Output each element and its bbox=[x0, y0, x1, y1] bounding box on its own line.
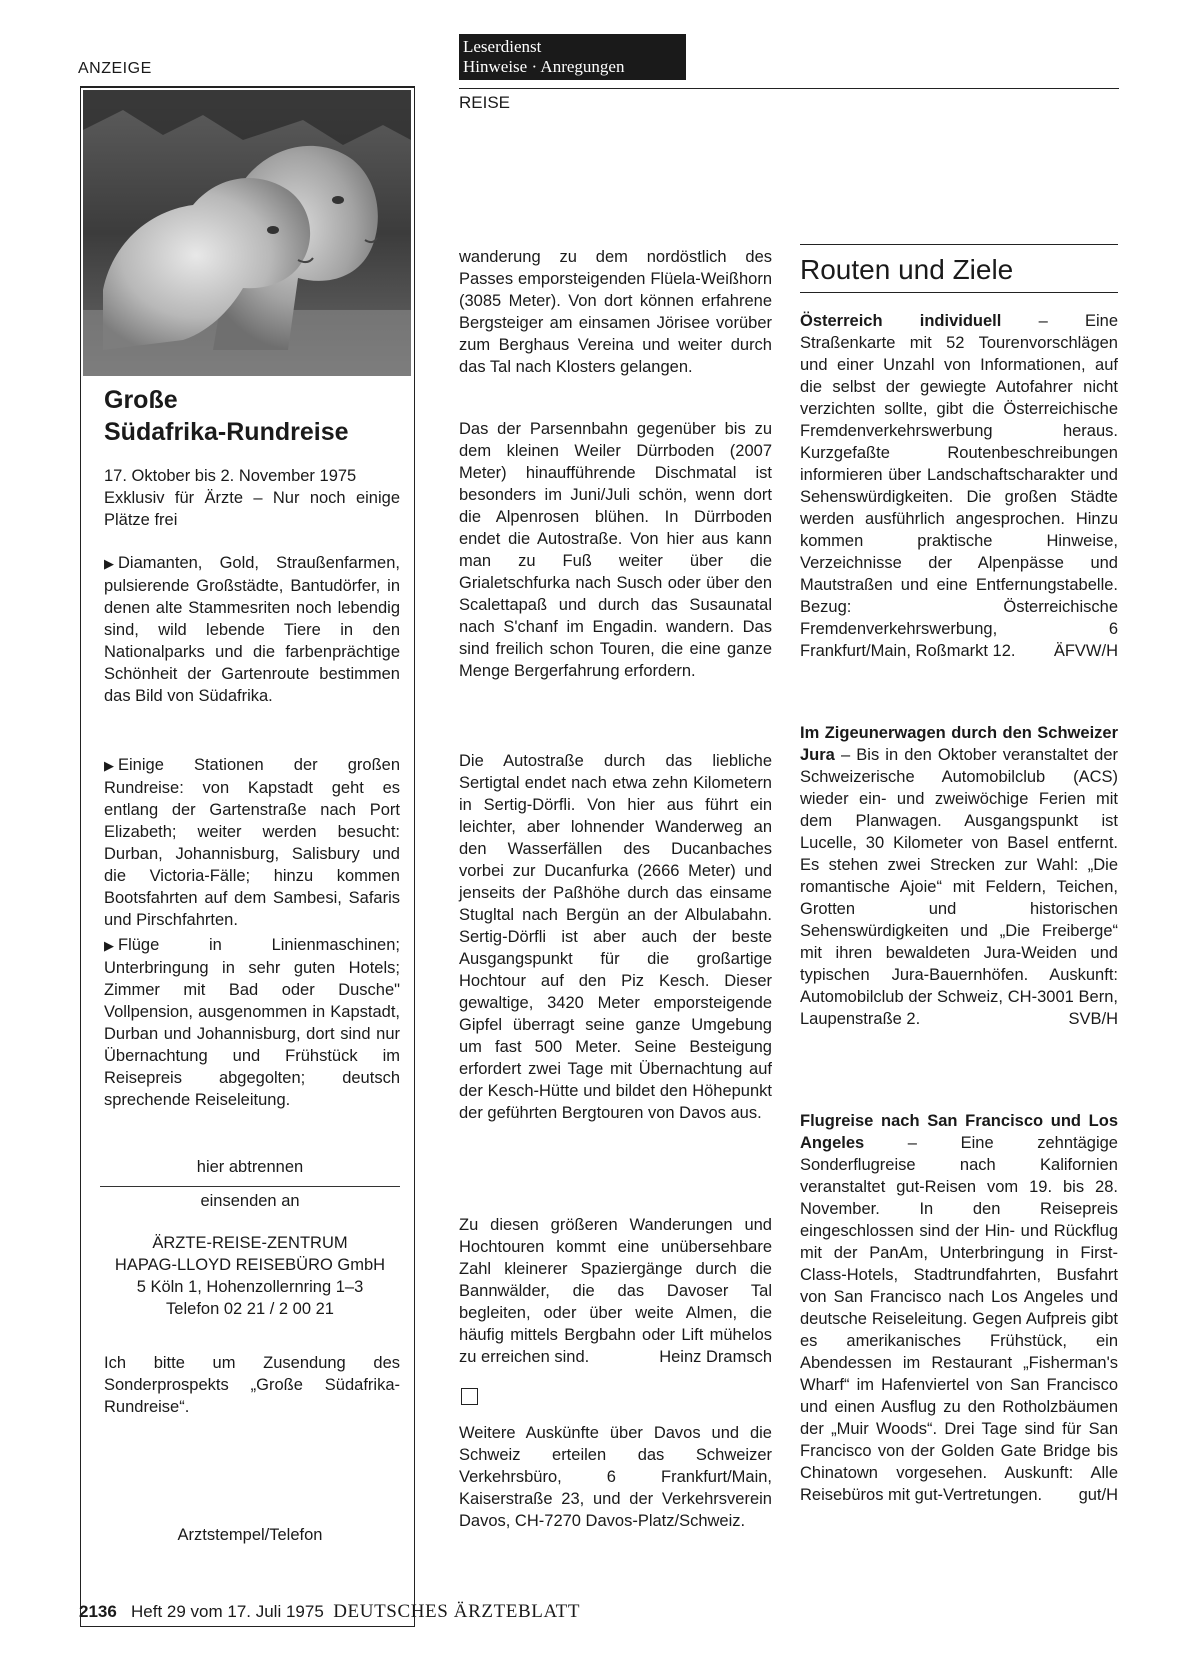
leserdienst-line2: Hinweise · Anregungen bbox=[463, 57, 625, 76]
leserdienst-line1: Leserdienst bbox=[463, 37, 542, 56]
ad-dates: 17. Oktober bis 2. November 1975 bbox=[104, 467, 357, 485]
route-item-heading: Im Zigeunerwagen durch den Schweizer Jura bbox=[800, 724, 1118, 764]
ad-bullet-2: ▶ Einige Stationen der großen Rundreise: von Kapstadt geht es entlang der Gartenstraße nach Port Elizabeth; weiter werden besucht: Durban, Johannisburg, Salisbury und die Victoria-Fälle; hinzu kommen Bootsfahrten auf dem Sambesi, Safaris und Pirschfahrten. bbox=[104, 756, 400, 929]
bullet-arrow-icon: ▶ bbox=[104, 556, 114, 571]
routes-bottom-rule bbox=[800, 292, 1118, 293]
route-item-austria: Österreich individuell – Eine Straßenkarte mit 52 Tourenvorschlägen und einer Unzahl von Informationen, auf die selbst der gewiegte Autofahrer nicht verzichten sollte, gibt die Österreichische Fremdenverkehrswerbung heraus. Kurzgefaßte Routenbeschreibungen informieren über Landschaftscharakter und Sehenswürdigkeiten. Die großen Städte werden ausführlich angesprochen. Hinzu kommen praktische Hinweise, Verzeichnisse der Alpenpässe und Mautstraßen und eine Entfernungstabelle. Bezug: Österreichische Fremdenverkehrswerbung, 6 Frankfurt/Main, Roßmarkt 12. ÄFVW/H bbox=[800, 312, 1118, 660]
route-item-signature: SVB/H bbox=[1068, 1010, 1118, 1028]
ad-bullet-3: ▶ Flüge in Linienmaschinen; Unterbringung in sehr guten Hotels; Zimmer mit Bad oder Dusche" Vollpension, ausgenommen in Kapstadt, Durban und Johannisburg, dort sind nur Übernachtung und Frühstück im Reisepreis abgegolten; deutsch sprechende Reiseleitung. bbox=[104, 936, 400, 1109]
ad-address: ÄRZTE-REISE-ZENTRUM HAPAG-LLOYD REISEBÜRO GmbH 5 Köln 1, Hohenzollernring 1–3 Telefon 02 21 / 2 00 21 bbox=[114, 1234, 386, 1318]
stamp-label: Arztstempel/Telefon bbox=[177, 1526, 323, 1544]
route-item-california: Flugreise nach San Francisco und Los Angeles – Eine zehntägige Sonderflugreise nach Kalifornien veranstaltet gut-Reisen vom 19. bis 28. November. In den Reisepreis eingeschlossen sind der Hin- und Rückflug mit der PanAm, Unterbringung in First-Class-Hotels, Stadtrundfahrten, Busfahrt von San Francisco nach Los Angeles und deutsche Reiseleitung. Gegen Aufpreis gibt es amerikanisches Frühstück, ein Abendessen im Restaurant „Fisherman's Wharf“ im Hafenviertel von San Francisco und einen Ausflug zu den Rotholzbäumen der „Muir Woods“. Drei Tage sind für San Francisco von der Golden Gate Bridge bis Chinatown vorgesehen. Auskunft: Alle Reisebüros mit gut-Vertretungen. gut/H bbox=[800, 1112, 1118, 1504]
route-item-signature: gut/H bbox=[1078, 1486, 1118, 1504]
page-footer bbox=[79, 1601, 580, 1623]
cut-line bbox=[100, 1186, 400, 1187]
anzeige-label: ANZEIGE bbox=[78, 60, 152, 77]
ad-bullet-1: ▶ Diamanten, Gold, Straußenfarmen, pulsierende Großstädte, Bantudörfer, in denen alte Stammesriten noch lebendig sind, wild lebende Tiere in den Nationalparks und die farbenprächtige Schönheit der Gartenroute bestimmen das Bild von Südafrika. bbox=[104, 554, 400, 705]
section-rule bbox=[459, 88, 1119, 89]
article-para-5: Weitere Auskünfte über Davos und die Schweiz erteilen das Schweizer Verkehrsbüro, 6 Frankfurt/Main, Kaiserstraße 23, und der Verkehrsverein Davos, CH-7270 Davos-Platz/Schweiz. bbox=[459, 1424, 772, 1530]
article-para-3: Die Autostraße durch das liebliche Sertigtal endet nach etwa zehn Kilometern in Sertig-Dörfli. Von hier aus führt ein leichter, aber lohnender Wanderweg an den Wasserfällen des Ducanbaches vorbei zur Ducanfurka (2666 Meter) und jenseits der Paßhöhe durch das einsame Stugltal nach Bergün an der Albulabahn. Sertig-Dörfli ist aber auch der beste Ausgangspunkt für die großartige Hochtour auf den Piz Kesch. Dieser gewaltige, 3420 Meter emporsteigende Gipfel überragt seine ganze Umgebung um fast 500 Meter. Seine Besteigung erfordert zwei Tage mit Übernachtung auf der Kesch-Hütte und bildet den Höhepunkt der geführten Bergtouren von Davos aus. bbox=[459, 752, 772, 1122]
route-item-heading: Österreich individuell bbox=[800, 312, 1002, 330]
leserdienst-box bbox=[459, 34, 686, 80]
send-label: einsenden an bbox=[200, 1192, 300, 1210]
bullet-arrow-icon: ▶ bbox=[104, 938, 114, 953]
ad-request: Ich bitte um Zusendung des Sonderprospekts „Große Südafrika-Rundreise“. bbox=[104, 1354, 400, 1416]
article-para-2: Das der Parsennbahn gegenüber bis zu dem kleinen Weiler Dürrboden (2007 Meter) hinaufführende Dischmatal ist besonders im Juni/Juli schön, wenn dort die Alpenrosen blühen. In Dürrboden endet die Autostraße. Von hier aus kann man zu Fuß weiter über die Grialetschfurka nach Susch oder über den Scalettapaß und durch das Susaunatal nach S'chanf im Engadin. wandern. Das sind freilich schon Touren, die eine ganze Menge Bergerfahrung erfordern. bbox=[459, 420, 772, 680]
ad-title: Große Südafrika-Rundreise bbox=[104, 386, 349, 446]
route-item-signature: ÄFVW/H bbox=[1053, 642, 1118, 660]
lioness-photo bbox=[83, 90, 411, 376]
routes-title: Routen und Ziele bbox=[800, 254, 1014, 285]
cut-label: hier abtrennen bbox=[196, 1158, 304, 1176]
route-item-heading: Flugreise nach San Francisco und Los Angeles bbox=[800, 1112, 1118, 1152]
section-label: REISE bbox=[459, 93, 511, 112]
article-para-1: wanderung zu dem nordöstlich des Passes emporsteigenden Flüela-Weißhorn (3085 Meter). Von dort können erfahrene Bergsteiger am einsamen Jörisee vorüber zum Berghaus Vereina und weiter durch das Tal nach Klosters gelangen. bbox=[459, 248, 772, 376]
ad-intro bbox=[104, 465, 400, 531]
end-mark-box bbox=[461, 1388, 478, 1405]
journal-name: DEUTSCHES ÄRZTEBLATT bbox=[333, 1601, 581, 1622]
article-author: Heinz Dramsch bbox=[659, 1348, 772, 1366]
ad-exclusive: Exklusiv für Ärzte – Nur noch einige Plätze frei bbox=[104, 489, 400, 529]
bullet-arrow-icon: ▶ bbox=[104, 758, 114, 773]
article-para-4: Zu diesen größeren Wanderungen und Hochtouren kommt eine unübersehbare Zahl kleinerer Spaziergänge durch die Bannwälder, die das Davoser Tal begleiten, oder über weite Almen, die häufig mittels Bergbahn oder Lift mühelos zu erreichen sind. Heinz Dramsch bbox=[459, 1216, 772, 1366]
page-number: 2136 bbox=[79, 1602, 117, 1621]
issue-info: Heft 29 vom 17. Juli 1975 bbox=[131, 1602, 324, 1621]
routes-top-rule bbox=[800, 244, 1118, 245]
route-item-jura: Im Zigeunerwagen durch den Schweizer Jura – Bis in den Oktober veranstaltet der Schweizerische Automobilclub (ACS) wieder ein- und zweiwöchige Ferien mit dem Planwagen. Ausgangspunkt ist Lucelle, 30 Kilometer von Basel entfernt. Es stehen zwei Strecken zur Wahl: „Die romantische Ajoie“ mit Feldern, Teichen, Grotten und historischen Sehenswürdigkeiten und „Die Freiberge“ mit ihren bewaldeten Jura-Weiden und typischen Jura-Bauernhöfen. Auskunft: Automobilclub der Schweiz, CH-3001 Bern, Laupenstraße 2. SVB/H bbox=[800, 724, 1118, 1028]
